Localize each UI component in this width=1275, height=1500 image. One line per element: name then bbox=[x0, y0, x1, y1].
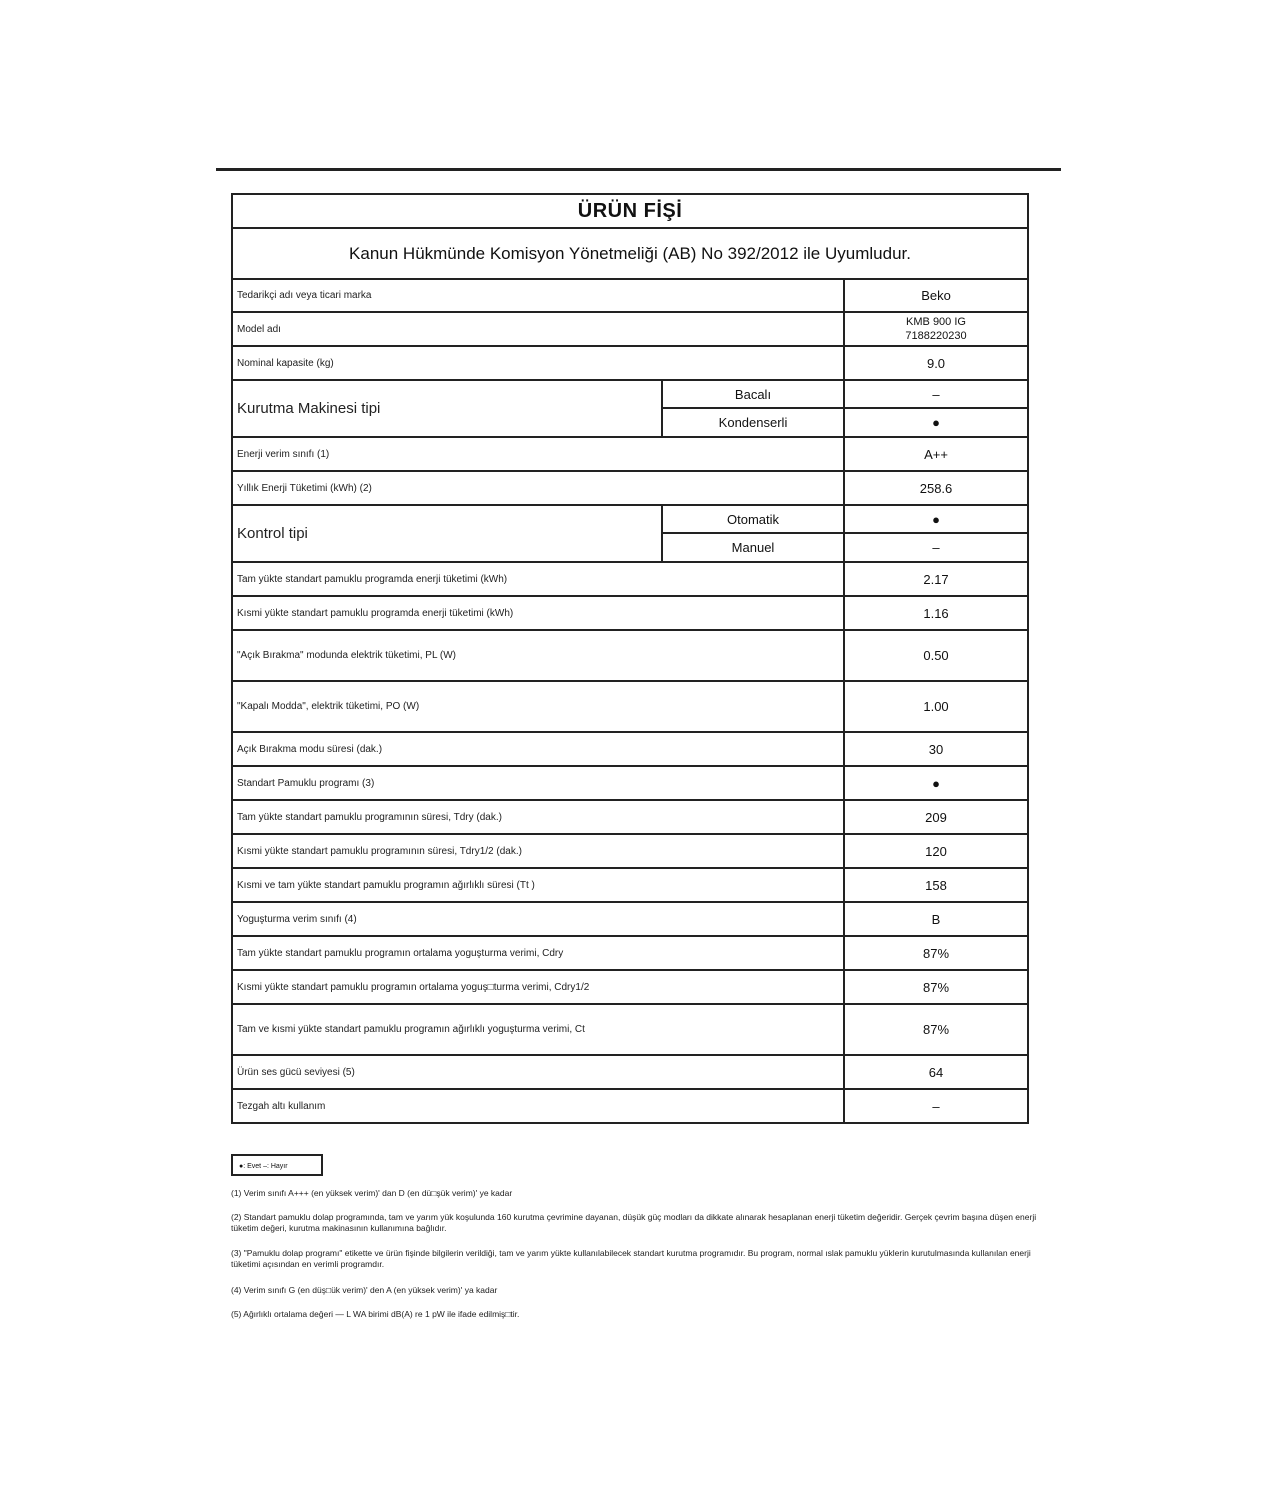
row-label: Tezgah altı kullanım bbox=[232, 1089, 844, 1123]
top-rule bbox=[216, 168, 1061, 171]
footnote-1: (1) Verim sınıfı A+++ (en yüksek verim)' dan D (en dü□şük verim)' ye kadar bbox=[231, 1188, 513, 1198]
legend: ●: Evet –: Hayır bbox=[231, 1154, 323, 1176]
row-label: Tedarikçi adı veya ticari marka bbox=[232, 279, 844, 312]
row-label: Yoguşturma verim sınıfı (4) bbox=[232, 902, 844, 936]
row-value: 87% bbox=[844, 1004, 1028, 1055]
row-label: "Kapalı Modda", elektrik tüketimi, PO (W) bbox=[232, 681, 844, 732]
row-value: 1.00 bbox=[844, 681, 1028, 732]
row-value: 87% bbox=[844, 936, 1028, 970]
row-value: 1.16 bbox=[844, 596, 1028, 630]
row-label: Enerji verim sınıfı (1) bbox=[232, 437, 844, 471]
row-value: ● bbox=[844, 766, 1028, 800]
row-value: 2.17 bbox=[844, 562, 1028, 596]
row-value: ● bbox=[844, 505, 1028, 533]
row-label: Nominal kapasite (kg) bbox=[232, 346, 844, 380]
footnote-5: (5) Ağırlıklı ortalama değeri — L WA birimi dB(A) re 1 pW ile ifade edilmiş□tir. bbox=[231, 1309, 520, 1319]
row-label: "Açık Bırakma" modunda elektrik tüketimi, PL (W) bbox=[232, 630, 844, 681]
model-code: 7188220230 bbox=[905, 330, 967, 342]
row-label: Açık Bırakma modu süresi (dak.) bbox=[232, 732, 844, 766]
row-label: Tam ve kısmi yükte standart pamuklu programın ağırlıklı yoguşturma verimi, Ct bbox=[232, 1004, 844, 1055]
footnote-4: (4) Verim sınıfı G (en düş□ük verim)' den A (en yüksek verim)' ya kadar bbox=[231, 1285, 498, 1295]
row-label: Kontrol tipi bbox=[232, 505, 662, 562]
row-value: 158 bbox=[844, 868, 1028, 902]
row-label: Kısmi ve tam yükte standart pamuklu programın ağırlıklı süresi (Tt ) bbox=[232, 868, 844, 902]
sub-label: Kondenserli bbox=[662, 408, 844, 437]
row-label: Tam yükte standart pamuklu programda enerji tüketimi (kWh) bbox=[232, 562, 844, 596]
row-value: ● bbox=[844, 408, 1028, 437]
footnotes bbox=[231, 1188, 1051, 1320]
row-value bbox=[844, 312, 1028, 346]
row-label: Kısmi yükte standart pamuklu programın ortalama yoguş□turma verimi, Cdry1/2 bbox=[232, 970, 844, 1004]
regulation-subtitle: Kanun Hükmünde Komisyon Yönetmeliği (AB) No 392/2012 ile Uyumludur. bbox=[232, 228, 1028, 279]
footnote-2: (2) Standart pamuklu dolap programında, tam ve yarım yük koşulunda 160 kurutma çevrimine dayanan, düşük güç modları da dikkate alınarak hesaplanan enerji tüketim değeridir. Gerçek çevrim başına düşen enerji tüketim değeri, kurutma makinasının kullanımına bağlıdır. bbox=[231, 1212, 1037, 1233]
row-value: Beko bbox=[844, 279, 1028, 312]
row-value: 0.50 bbox=[844, 630, 1028, 681]
page-title: ÜRÜN FİŞİ bbox=[232, 194, 1028, 228]
row-value: 258.6 bbox=[844, 471, 1028, 505]
row-label: Kurutma Makinesi tipi bbox=[232, 380, 662, 437]
row-value: 9.0 bbox=[844, 346, 1028, 380]
row-label: Ürün ses gücü seviyesi (5) bbox=[232, 1055, 844, 1089]
row-label: Yıllık Enerji Tüketimi (kWh) (2) bbox=[232, 471, 844, 505]
sub-label: Manuel bbox=[662, 533, 844, 562]
footnote-3: (3) "Pamuklu dolap programı" etikette ve ürün fişinde bilgilerin verildiği, tam ve yarım yükte kullanılabilecek standart kurutma programıdır. Bu program, normal ıslak pamuklu yüklerin kurutulmasında kullanılan enerji tüketimi açısından en verimli programdır. bbox=[231, 1248, 1031, 1269]
sub-label: Otomatik bbox=[662, 505, 844, 533]
row-value: – bbox=[844, 380, 1028, 408]
row-value: – bbox=[844, 1089, 1028, 1123]
row-value: B bbox=[844, 902, 1028, 936]
row-value: 30 bbox=[844, 732, 1028, 766]
row-label: Kısmi yükte standart pamuklu programının süresi, Tdry1/2 (dak.) bbox=[232, 834, 844, 868]
row-label: Tam yükte standart pamuklu programının süresi, Tdry (dak.) bbox=[232, 800, 844, 834]
row-value: 64 bbox=[844, 1055, 1028, 1089]
row-value: 209 bbox=[844, 800, 1028, 834]
sub-label: Bacalı bbox=[662, 380, 844, 408]
row-value: 120 bbox=[844, 834, 1028, 868]
model-name: KMB 900 IG bbox=[906, 316, 966, 328]
row-label: Standart Pamuklu programı (3) bbox=[232, 766, 844, 800]
row-value: A++ bbox=[844, 437, 1028, 471]
row-label: Tam yükte standart pamuklu programın ortalama yoguşturma verimi, Cdry bbox=[232, 936, 844, 970]
row-label: Model adı bbox=[232, 312, 844, 346]
row-value: 87% bbox=[844, 970, 1028, 1004]
row-label: Kısmi yükte standart pamuklu programda enerji tüketimi (kWh) bbox=[232, 596, 844, 630]
product-fiche-table bbox=[231, 193, 1029, 1124]
row-value: – bbox=[844, 533, 1028, 562]
